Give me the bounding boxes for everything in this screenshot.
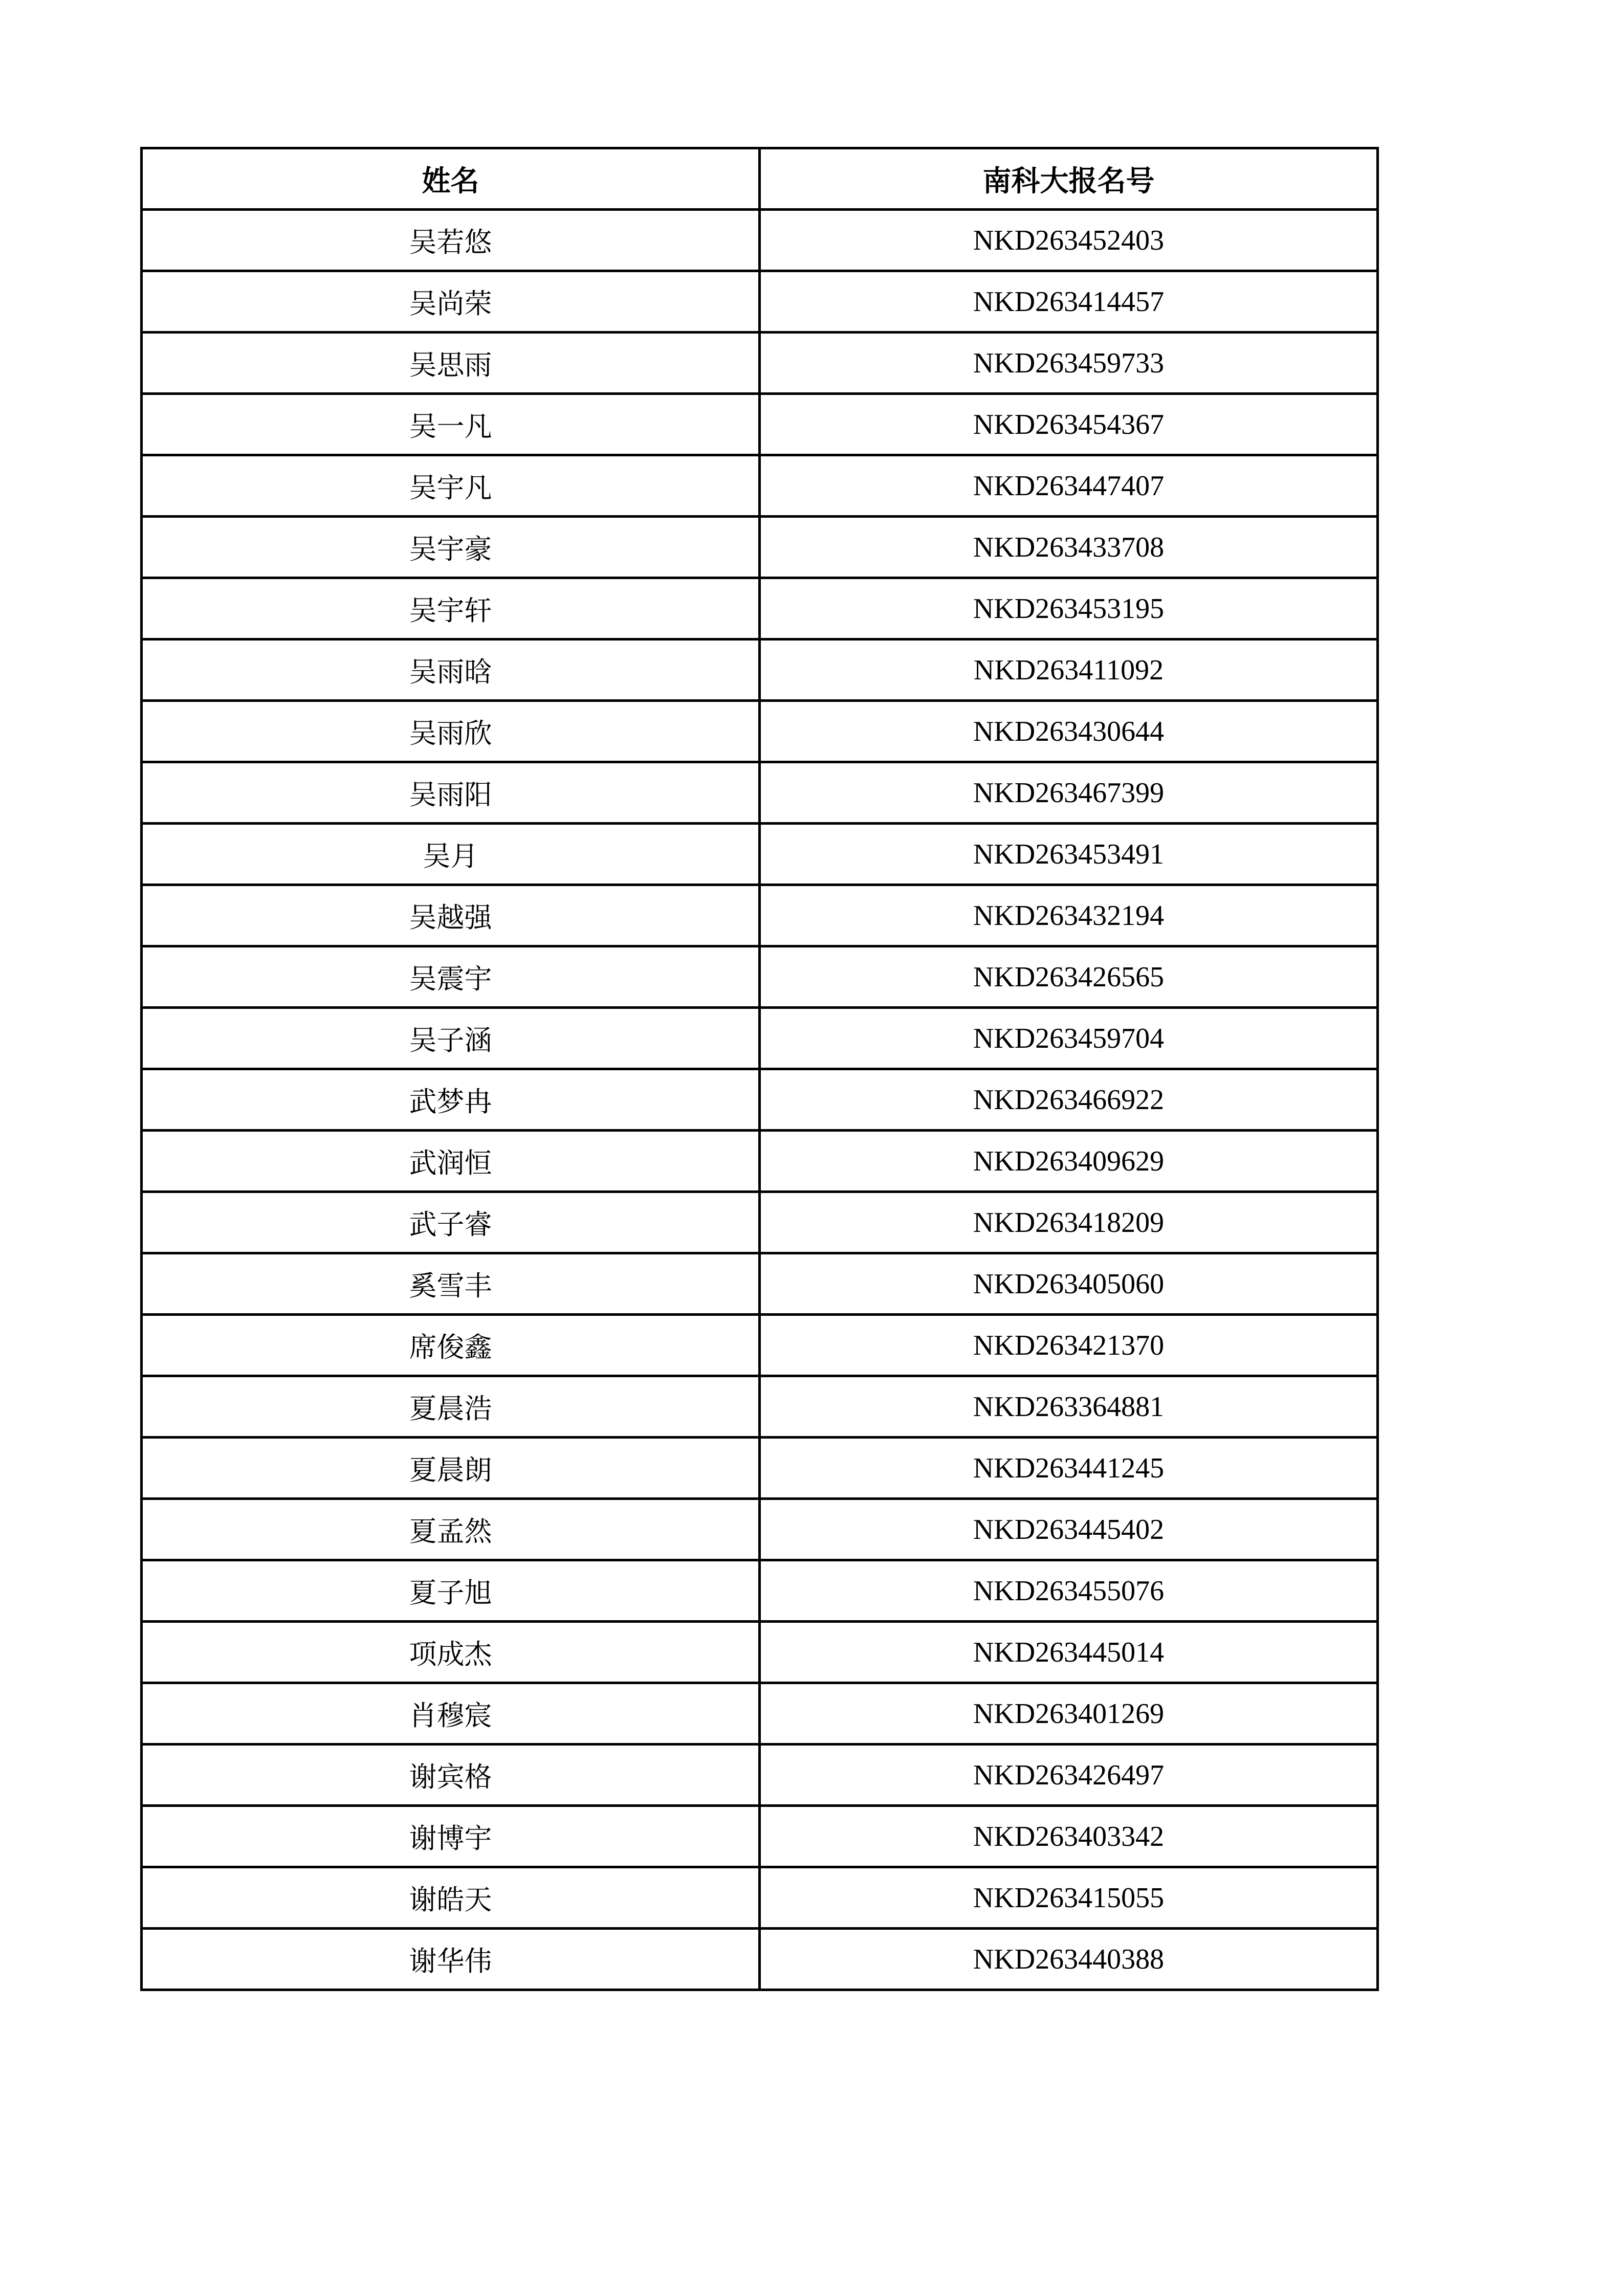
table-row	[142, 1867, 1378, 1929]
name-cell: 奚雪丰	[142, 1253, 760, 1315]
table-row	[142, 1499, 1378, 1560]
registration-number-cell: NKD263455076	[760, 1560, 1378, 1622]
registration-number-cell: NKD263467399	[760, 762, 1378, 824]
name-cell: 谢宾格	[142, 1745, 760, 1806]
registration-number-cell: NKD263418209	[760, 1192, 1378, 1253]
name-cell: 谢博宇	[142, 1806, 760, 1867]
registration-number-cell: NKD263453195	[760, 578, 1378, 639]
table-row	[142, 455, 1378, 517]
name-cell: 吴尚荣	[142, 271, 760, 333]
table-row	[142, 1253, 1378, 1315]
table-row	[142, 578, 1378, 639]
registration-number-cell: NKD263447407	[760, 455, 1378, 517]
table-row	[142, 271, 1378, 333]
table-row	[142, 1315, 1378, 1376]
registration-number-cell: NKD263433708	[760, 517, 1378, 578]
registration-number-cell: NKD263454367	[760, 394, 1378, 455]
name-cell: 吴宇豪	[142, 517, 760, 578]
registration-number-cell: NKD263426565	[760, 946, 1378, 1008]
registration-number-cell: NKD263430644	[760, 701, 1378, 762]
registration-number-cell: NKD263445402	[760, 1499, 1378, 1560]
name-cell: 席俊鑫	[142, 1315, 760, 1376]
registration-number-cell: NKD263445014	[760, 1622, 1378, 1683]
registration-number-cell: NKD263415055	[760, 1867, 1378, 1929]
name-cell: 武梦冉	[142, 1069, 760, 1131]
name-cell: 吴若悠	[142, 210, 760, 271]
name-cell: 吴宇轩	[142, 578, 760, 639]
table-row	[142, 210, 1378, 271]
table-body	[142, 210, 1378, 1990]
table-row	[142, 333, 1378, 394]
name-cell: 吴月	[142, 824, 760, 885]
table-row	[142, 1929, 1378, 1990]
registration-table	[140, 147, 1379, 1991]
registration-number-cell: NKD263432194	[760, 885, 1378, 946]
table-row	[142, 885, 1378, 946]
registration-number-cell: NKD263441245	[760, 1438, 1378, 1499]
name-cell: 吴宇凡	[142, 455, 760, 517]
name-cell: 夏晨浩	[142, 1376, 760, 1438]
name-cell: 夏子旭	[142, 1560, 760, 1622]
name-cell: 吴一凡	[142, 394, 760, 455]
registration-number-cell: NKD263409629	[760, 1131, 1378, 1192]
registration-number-cell: NKD263411092	[760, 639, 1378, 701]
name-cell: 吴雨欣	[142, 701, 760, 762]
table-row	[142, 394, 1378, 455]
registration-number-cell: NKD263414457	[760, 271, 1378, 333]
registration-number-cell: NKD263401269	[760, 1683, 1378, 1745]
table-row	[142, 1131, 1378, 1192]
table-row	[142, 1806, 1378, 1867]
table-row	[142, 639, 1378, 701]
name-cell: 夏孟然	[142, 1499, 760, 1560]
table-row	[142, 946, 1378, 1008]
name-cell: 夏晨朗	[142, 1438, 760, 1499]
registration-number-cell: NKD263459704	[760, 1008, 1378, 1069]
table-row	[142, 1745, 1378, 1806]
table-row	[142, 1622, 1378, 1683]
name-cell: 谢华伟	[142, 1929, 760, 1990]
table-row	[142, 1069, 1378, 1131]
name-cell: 吴雨晗	[142, 639, 760, 701]
column-header-registration-number: 南科大报名号	[760, 148, 1378, 210]
registration-number-cell: NKD263405060	[760, 1253, 1378, 1315]
registration-number-cell: NKD263453491	[760, 824, 1378, 885]
name-cell: 武润恒	[142, 1131, 760, 1192]
name-cell: 吴震宇	[142, 946, 760, 1008]
name-cell: 吴思雨	[142, 333, 760, 394]
registration-number-cell: NKD263364881	[760, 1376, 1378, 1438]
name-cell: 谢皓天	[142, 1867, 760, 1929]
registration-number-cell: NKD263440388	[760, 1929, 1378, 1990]
column-header-name: 姓名	[142, 148, 760, 210]
name-cell: 项成杰	[142, 1622, 760, 1683]
registration-number-cell: NKD263466922	[760, 1069, 1378, 1131]
name-cell: 吴子涵	[142, 1008, 760, 1069]
registration-number-cell: NKD263403342	[760, 1806, 1378, 1867]
table-row	[142, 762, 1378, 824]
table-row	[142, 824, 1378, 885]
table-row	[142, 1192, 1378, 1253]
registration-number-cell: NKD263426497	[760, 1745, 1378, 1806]
name-cell: 武子睿	[142, 1192, 760, 1253]
name-cell: 吴雨阳	[142, 762, 760, 824]
table-row	[142, 1683, 1378, 1745]
registration-number-cell: NKD263452403	[760, 210, 1378, 271]
name-cell: 吴越强	[142, 885, 760, 946]
table-row	[142, 1376, 1378, 1438]
table-row	[142, 1008, 1378, 1069]
table-row	[142, 701, 1378, 762]
name-cell: 肖穆宸	[142, 1683, 760, 1745]
table-row	[142, 1560, 1378, 1622]
header-row	[142, 148, 1378, 210]
registration-number-cell: NKD263459733	[760, 333, 1378, 394]
table-row	[142, 517, 1378, 578]
table-row	[142, 1438, 1378, 1499]
registration-number-cell: NKD263421370	[760, 1315, 1378, 1376]
